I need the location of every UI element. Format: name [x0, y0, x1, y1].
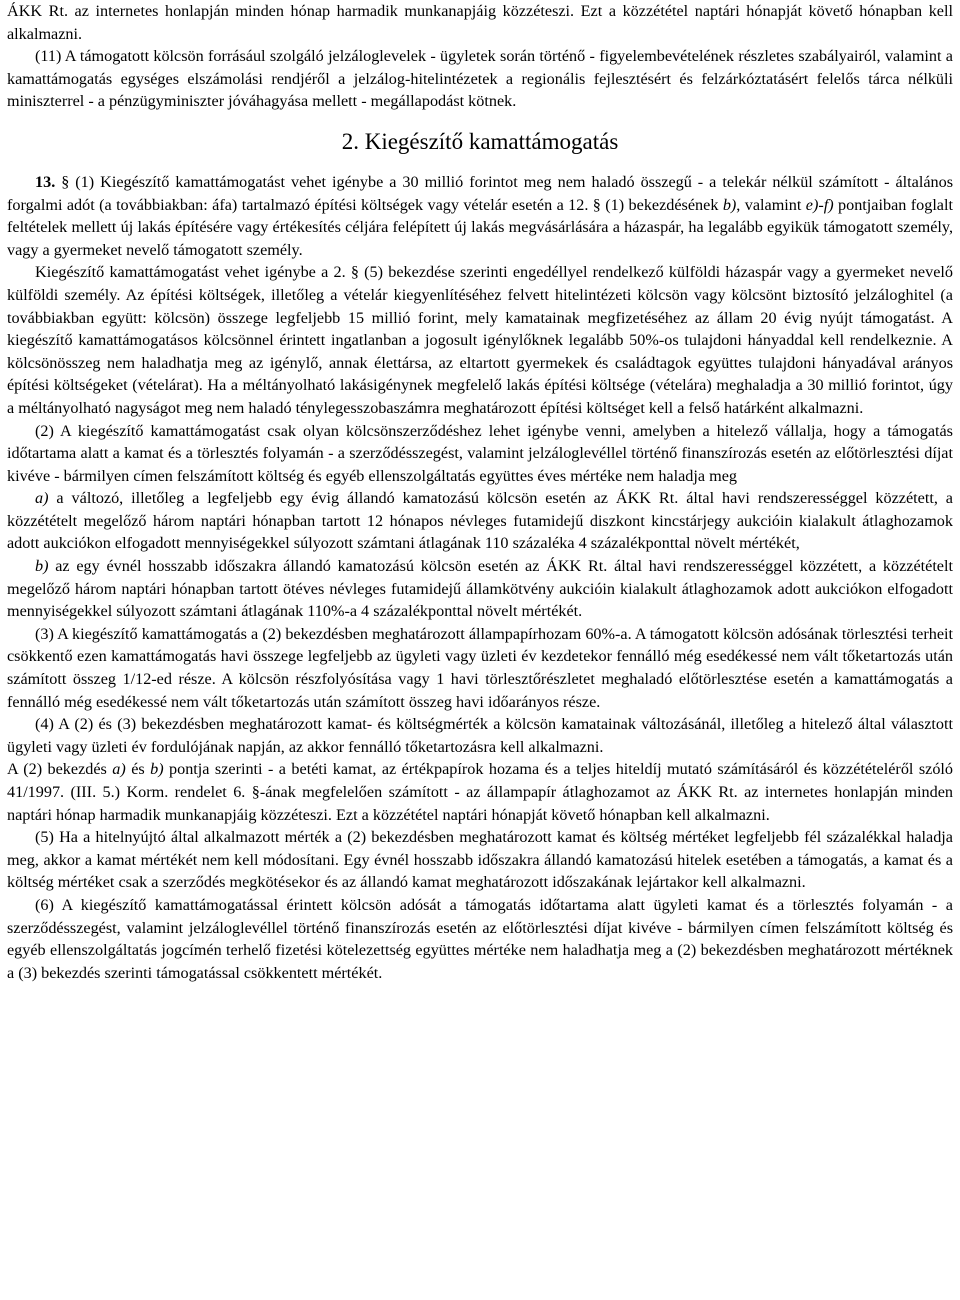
article-number: 13.	[35, 172, 56, 191]
text-run: pontja szerinti - a betéti kamat, az értékpapírok hozama és a teljes hiteldíj mutató számításáról és közzétételéről szóló 41/1997. (III. 5.) Korm. rendelet 6. §-ának megfelelően számított - az állampapír átlaghozamot az ÁKK Rt. az internetes honlapján minden naptári hónap harmadik munkanapjáig közzéteszi. Ezt a közzététel naptári hónapját követő hónapban kell alkalmazni.	[7, 760, 954, 824]
point-b	[7, 555, 953, 623]
paragraph-11: (11) A támogatott kölcsön forrásául szolgáló jelzáloglevelek - ügyletek során történő - figyelembevételének részletes szabályairól, valamint a kamattámogatás egységes elszámolási rendjéről a jelzálog-hitelintézetek a regionális fejlesztésért és felzárkóztatásért felelős tárca nélküli miniszterrel - a pénzügyminiszter jóváhagyása mellett - megállapodást kötnek.	[7, 47, 953, 111]
text-run: a változó, illetőleg a legfeljebb egy évig állandó kamatozású kölcsön esetén az ÁKK Rt. által havi rendszerességgel közzétett, a közzétételt megelőző három naptári hónapban tartott 12 hónapos névleges futamidejű diszkont kincstárjegy aukcióin kialakult átlaghozamok adott aukciókon elfogadott mennyiségekkel súlyozott számtani átlagának 110 százaléka 4 százalékponttal növelt mértékét,	[7, 489, 953, 553]
point-a	[7, 487, 953, 555]
point-ref: a)	[112, 760, 126, 779]
paragraph-continuation: ÁKK Rt. az internetes honlapján minden hónap harmadik munkanapjáig közzéteszi. Ezt a közzététel naptári hónapját követő hónapban kell alkalmazni.	[7, 2, 953, 43]
paragraph-13-6: (6) A kiegészítő kamattámogatással érintett kölcsön adósát a támogatás időtartama alatt ügyleti kamat és a törlesztés folyamán - a szerződésszegést, valamint jelzáloglevéllel történő finanszírozás esetén az előtörlesztési díjat kivéve - bármilyen címen felszámított költség és egyéb ellenszolgáltatás jogcímén terhelő fizetési kötelezettség együttes mértéke nem haladhatja meg a (2) bekezdésben meghatározott mértéknek a (3) bekezdés szerinti támogatással csökkentett mértékét.	[7, 895, 953, 982]
point-label: a)	[35, 489, 49, 508]
point-ref: b)	[150, 760, 164, 779]
section-heading: 2. Kiegészítő kamattámogatás	[341, 128, 619, 154]
text-run: és	[125, 760, 151, 779]
point-ref: b)	[722, 195, 737, 214]
text-run: A (2) bekezdés	[7, 760, 113, 779]
text-run: , valamint	[736, 195, 806, 214]
paragraph-13-3: (3) A kiegészítő kamattámogatás a (2) bekezdésben meghatározott állampapírhozam 60%-a. A támogatott kölcsön adósának törlesztési terheit csökkentő ezen kamattámogatás havi összege legfeljebb az ügyleti vagy üzleti év kezdetekor fennálló még esedékessé nem vált tőketartozás után számított összeg 1/12-ed része. A kölcsön részfolyósítása vagy 1 havi törlesztőrészletet meghaladó előtörlesztése esetén a kamattámogatás a fennálló még esedékessé nem vált tőketartozás után számított összeg havi időarányos része.	[7, 624, 953, 711]
paragraph-13-4-cont	[7, 758, 953, 826]
point-label: b)	[35, 557, 49, 576]
paragraph-foreign: Kiegészítő kamattámogatást vehet igénybe a 2. § (5) bekezdése szerinti engedéllyel rendelkező külföldi házaspár vagy a gyermeket nevelő külföldi személy. Az építési költségek, illetőleg a vételár kiegyenlítéséhez felvett hitelintézeti kölcsön vagy kölcsönt biztosító jelzáloghitel (a továbbiakban együtt: kölcsön) összege legfeljebb 15 millió forint, mely kamatainak megfizetéséhez az állam 20 évig nyújt támogatást. A kiegészítő kamattámogatásos kölcsönnel érintett ingatlanban a jogosult igénylőknek legalább 50%-os tulajdoni hányaddal kell rendelkeznie. A kölcsönösszeg nem haladhatja meg az igénylő, annak élettársa, az eltartott gyermekek és családtagok együttes tulajdoni hányadával arányos építési költségeket (vételárat). Ha a méltányolható lakásigénynek megfelelő lakás építési költsége (vételára) meghaladja a 30 millió forintot, úgy a méltányolható nagyságot meg nem haladó ténylegesszobaszámra meghatározott építési költséget kell a felső határként alkalmazni.	[7, 263, 953, 417]
paragraph-13-5: (5) Ha a hitelnyújtó által alkalmazott mérték a (2) bekezdésben meghatározott kamat és költség mértéket legfeljebb fél százalékkal haladja meg, akkor a kamat mértékét nem kell módosítani. Egy évnél hosszabb időszakra állandó kamatozású hitelek esetében a támogatás, a kamat és a költség mértéket csak a szerződés megkötésekor és az állandó kamat meghatározott időszakának lejártakor kell alkalmazni.	[7, 828, 953, 892]
text-run: § (1) Kiegészítő kamattámogatást vehet igénybe a 30 millió forintot meg nem haladó összegű - a telekár nélkül számított - általános forgalmi adót (a továbbiakban: áfa) tartalmazó építési költségek vagy vételár esetén a 12. § (1) bekezdésének	[7, 172, 953, 214]
point-ref: e)-f)	[805, 195, 834, 214]
paragraph-13-1	[7, 171, 953, 261]
text-run: az egy évnél hosszabb időszakra állandó kamatozású kölcsön esetén az ÁKK Rt. által havi rendszerességgel közzétett, a közzétételt megelőző három naptári hónapban tartott ötéves névleges futamidejű államkötvény aukcióin kialakult átlaghozamok adott aukciókon elfogadott mennyiségekkel súlyozott számtani átlagának 110%-a 4 százalékponttal növelt mértékét.	[7, 557, 953, 621]
paragraph-13-4: (4) A (2) és (3) bekezdésben meghatározott kamat- és költségmérték a kölcsön kamatainak változásánál, illetőleg a hitelező által választott ügyleti vagy üzleti év fordulójának napján, az akkor fennálló tőketartozásra kell alkalmazni.	[7, 715, 953, 756]
text-run: pontjaiban foglalt feltételek mellett új lakás építésére vagy értékesítés céljára felépített új lakás megvásárlására a házaspár, ha legalább egyikük támogatott személy, vagy a gyermeket nevelő támogatott személy.	[7, 195, 953, 259]
paragraph-13-2: (2) A kiegészítő kamattámogatást csak olyan kölcsönszerződéshez lehet igénybe venni, amelyben a hitelező vállalja, hogy a támogatás időtartama alatt a kamat és a törlesztés folyamán - a szerződésszegést, valamint jelzáloglevéllel történő finanszírozás esetén az előtörlesztési díjat kivéve - bármilyen címen felszámított költség és egyéb ellenszolgáltatás együttes éves mértéke nem haladja meg	[7, 421, 953, 485]
